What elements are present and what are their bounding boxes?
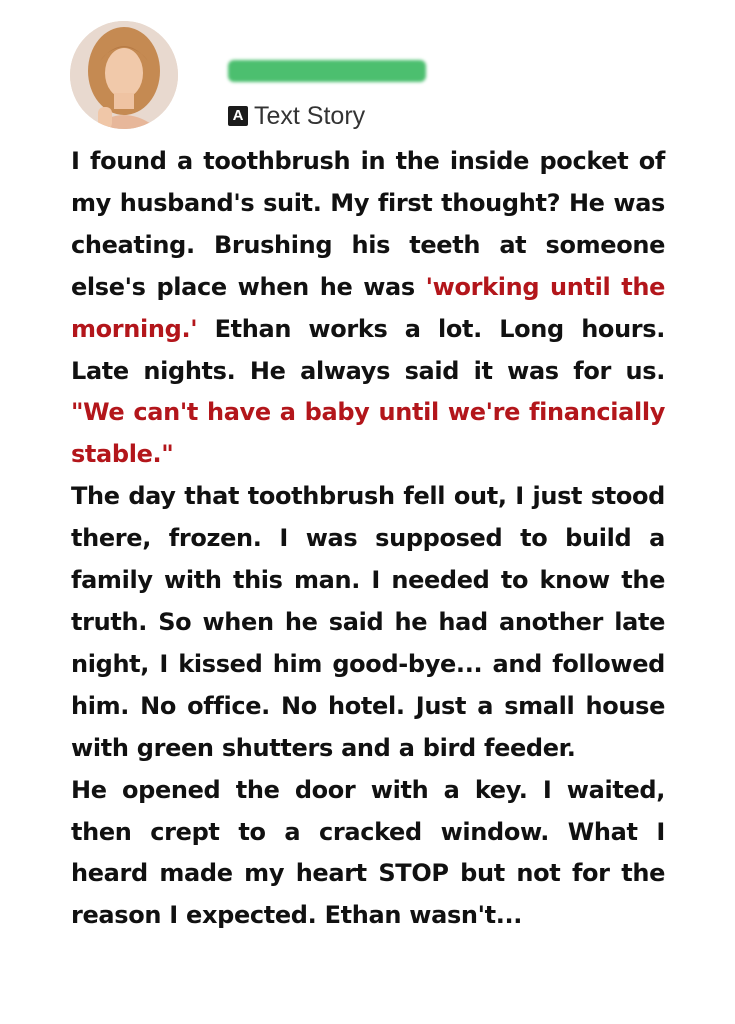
username-redacted [228, 60, 426, 82]
text-story-icon: A [228, 106, 248, 126]
highlighted-quote: "We can't have a baby until we're financially stable." [71, 398, 665, 469]
story-type-tag [228, 101, 365, 131]
story-paragraph-2: The day that toothbrush fell out, I just stood there, frozen. I was supposed to build a family with this man. I needed to know the truth. So when he said he had another late night, I kissed him good-bye... and followed him. No office. No hotel. Just a small house with green shutters and a bird feeder. [71, 482, 665, 762]
post-header [0, 0, 735, 140]
story-type-label: Text Story [254, 102, 366, 130]
avatar-photo [70, 21, 178, 129]
story-paragraph-3: He opened the door with a key. I waited, then crept to a cracked window. What I heard made my heart STOP but not for the reason I expected. Ethan wasn't... [71, 775, 665, 930]
avatar[interactable] [70, 21, 178, 129]
story-text: I found a toothbrush in the inside pocket of my husband's suit. My first thought? He was cheating. Brushing his teeth at someone else's place when he was [71, 147, 665, 301]
highlighted-quote: 'working until the morning.' [71, 272, 665, 343]
story-body [71, 141, 665, 937]
story-paragraph-1 [71, 141, 665, 476]
story-text: Ethan works a lot. Long hours. Late nights. He always said it was for us. [71, 314, 665, 385]
